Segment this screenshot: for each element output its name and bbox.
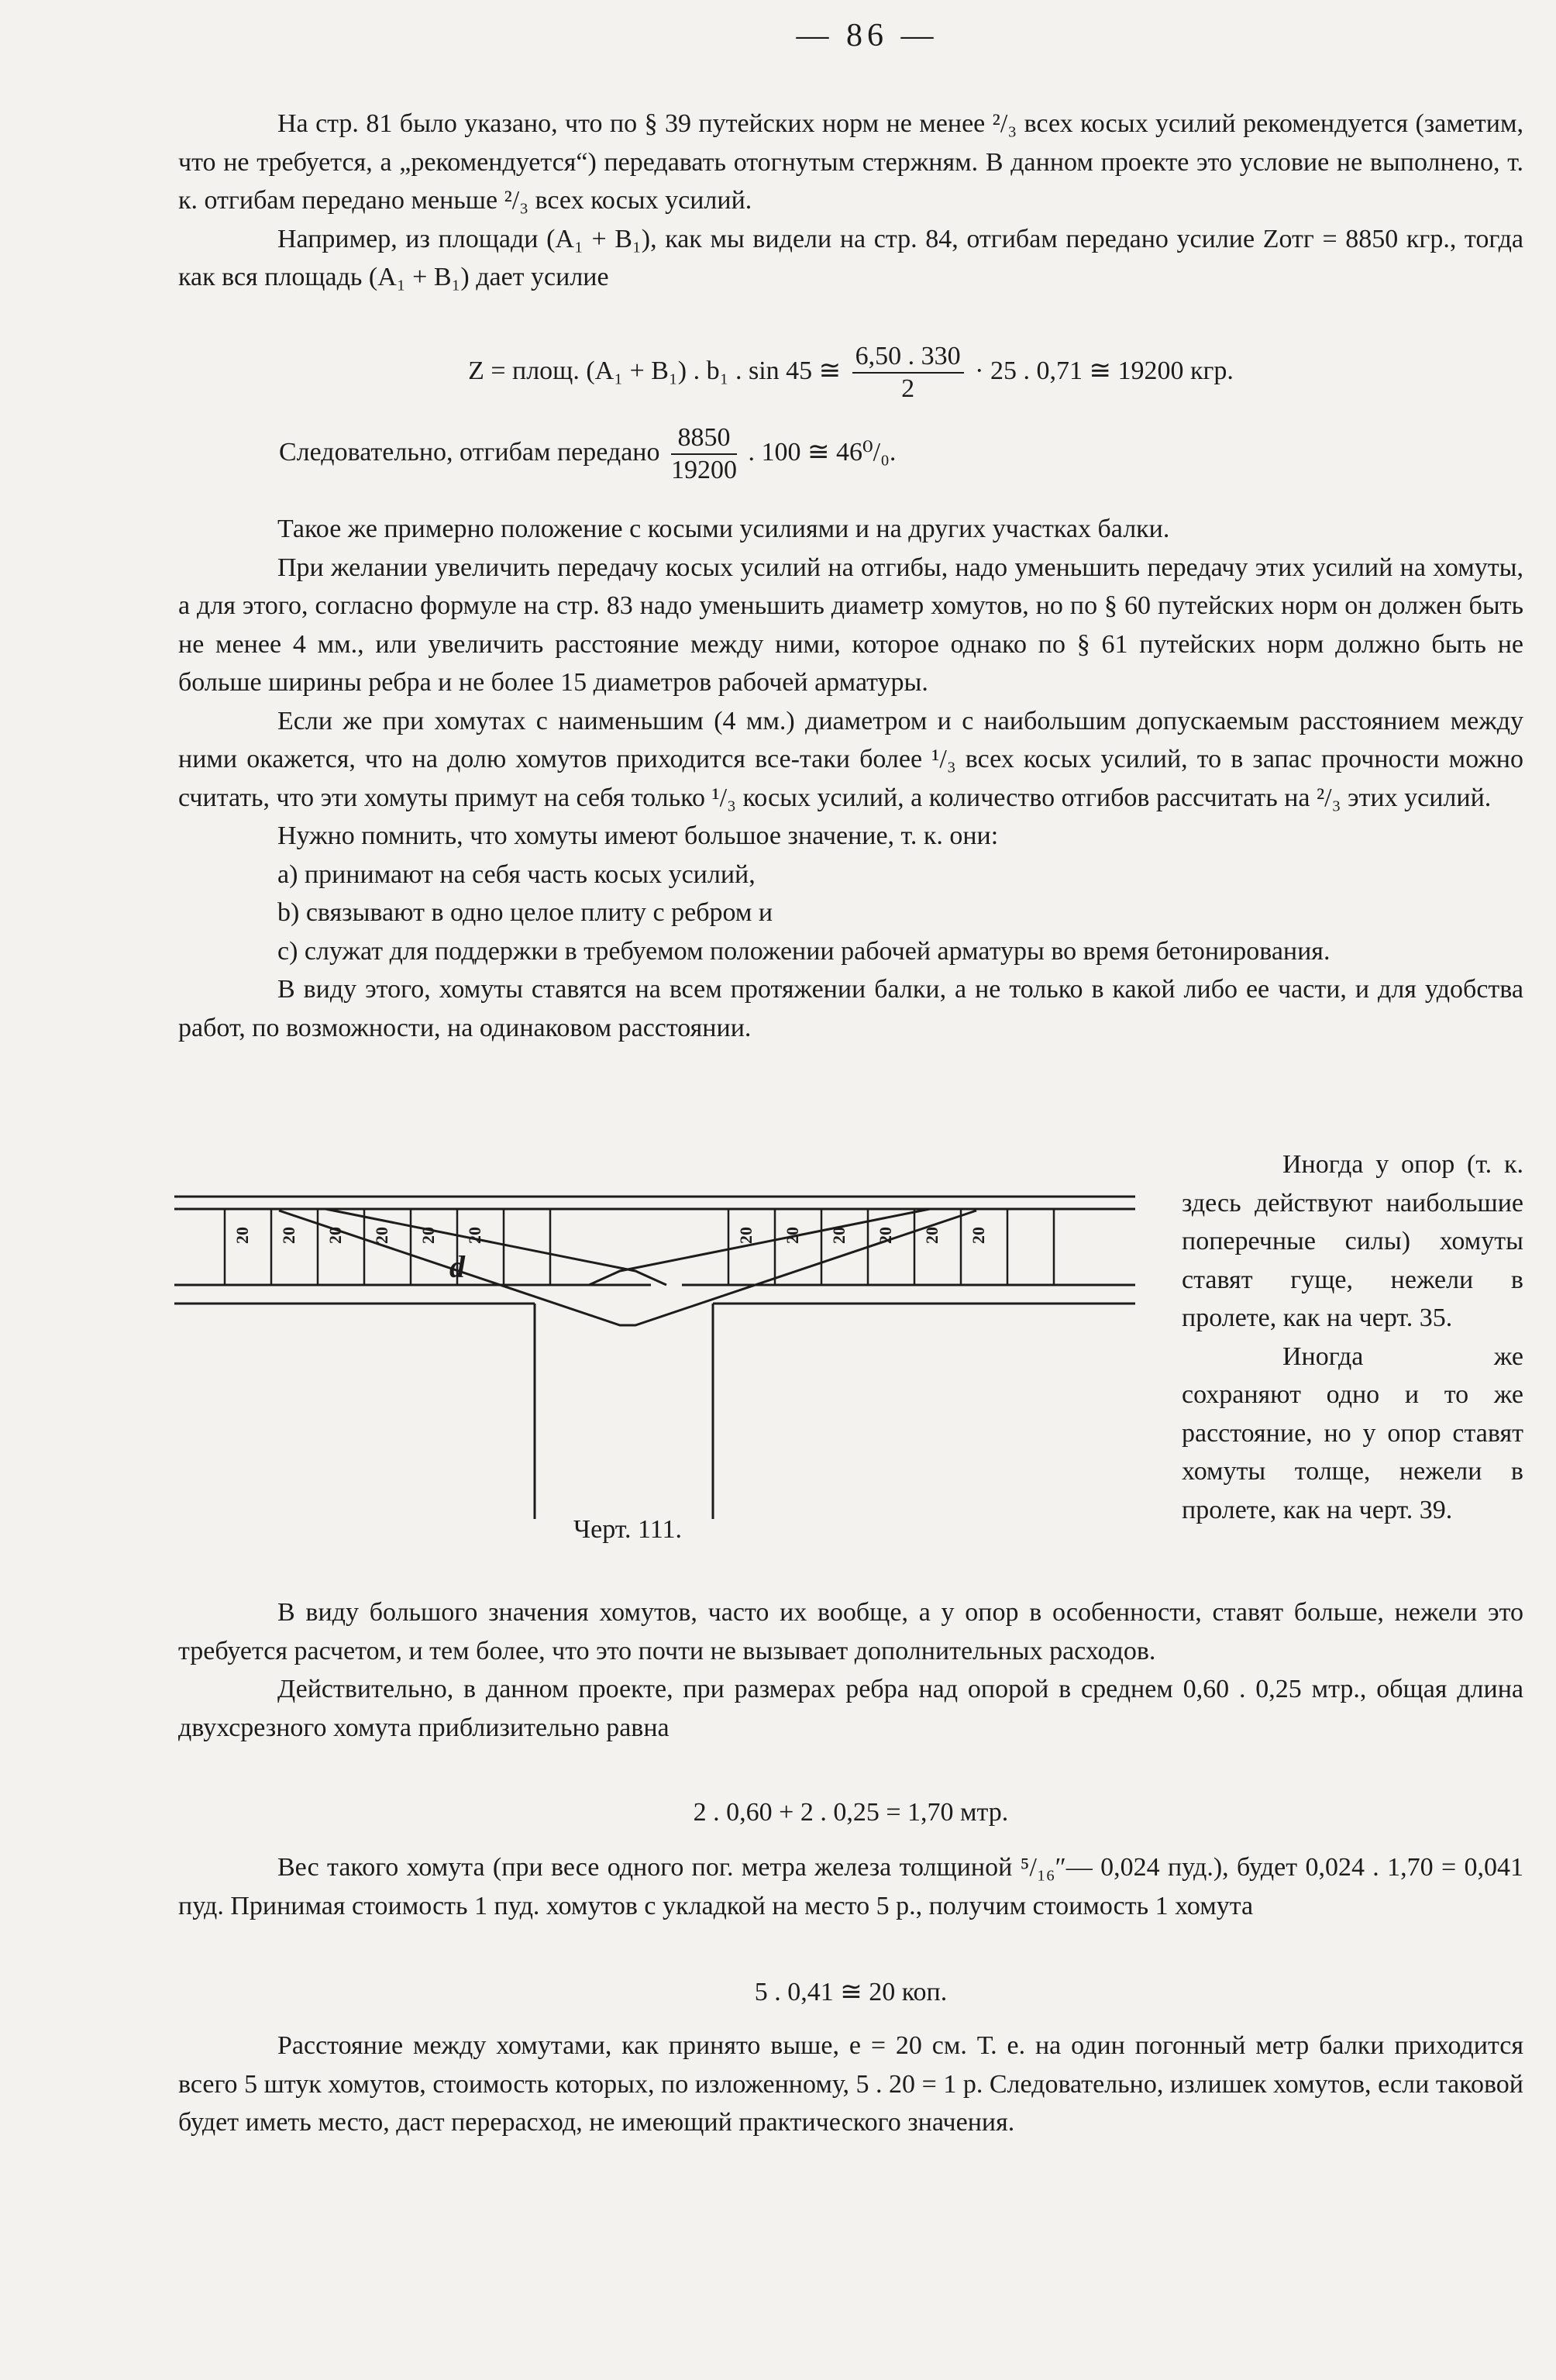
text-block-weight <box>178 1848 1523 1925</box>
paragraph-6: Нужно помнить, что хомуты имеют большое значение, т. к. они: <box>277 821 999 850</box>
text-block-bottom <box>178 2027 1523 2142</box>
text-block-middle <box>178 510 1523 1047</box>
formula-z <box>178 341 1523 405</box>
spacing-label: 20 <box>783 1227 802 1244</box>
formula-z-left: Z = площ. (A₁ + B₁) . b₁ . sin 45 ≅ <box>468 356 842 385</box>
spacing-label: 20 <box>465 1227 484 1244</box>
paragraph-1: На стр. 81 было указано, что по § 39 путейских норм не менее ²/₃ всех косых усилий рекомендуется (заметим, что не требуется, а „рекомендуется“) передавать отогнутым стержням. В данном проекте это условие не выполнено, т. к. отгибам передано меньше ²/₃ всех косых усилий. <box>178 109 1523 215</box>
formula-length: 2 . 0,60 + 2 . 0,25 = 1,70 мтр. <box>693 1798 1009 1827</box>
spacing-label: 20 <box>736 1227 756 1244</box>
paragraph-11: Расстояние между хомутами, как принято выше, e = 20 см. Т. е. на один погонный метр балки приходится всего 5 штук хомутов, стоимость которых, по изложенному, 5 . 20 = 1 р. Следовательно, излишек хомутов, если таковой будет иметь место, даст перерасход, не имеющий практического значения. <box>178 2031 1523 2137</box>
bar-label-d: d <box>449 1249 465 1284</box>
list-item-b: b) связывают в одно целое плиту с ребром и <box>277 898 773 927</box>
formula-share-fraction <box>671 422 737 486</box>
spacing-label: 20 <box>829 1227 849 1244</box>
spacing-label: 20 <box>418 1227 438 1244</box>
formula-cost: 5 . 0,41 ≅ 20 коп. <box>754 1978 948 2006</box>
text-block-top <box>178 105 1523 297</box>
spacing-label: 20 <box>325 1227 345 1244</box>
formula-share <box>279 422 896 486</box>
spacing-labels <box>232 1227 988 1244</box>
paragraph-5: Если же при хомутах с наименьшим (4 мм.) диаметром и с наибольшим допускаемым расстоянием между ними окажется, что на долю хомутов приходится все-таки более ¹/₃ всех косых усилий, то в запас прочности можно считать, что эти хомуты примут на себя только ¹/₃ косых усилий, а количество отгибов рассчитать на ²/₃ этих усилий. <box>178 706 1523 812</box>
formula-z-right: · 25 . 0,71 ≅ 19200 кгр. <box>975 356 1234 385</box>
formula-z-numerator: 6,50 . 330 <box>852 341 964 374</box>
formula-share-left: Следовательно, отгибам передано <box>279 437 660 467</box>
side-paragraph-1: Иногда у опор (т. к. здесь действуют наибольшие поперечные силы) хомуты ставят гуще, нежели в пролете, как на черт. 35. <box>1182 1150 1523 1332</box>
figure-caption: Черт. 111. <box>573 1515 683 1544</box>
spacing-label: 20 <box>372 1227 391 1244</box>
spacing-label: 20 <box>232 1227 252 1244</box>
list-item-c: c) служат для поддержки в требуемом положении рабочей арматуры во время бетонирования. <box>277 936 1331 966</box>
paragraph-10: Вес такого хомута (при весе одного пог. метра железа толщиной ⁵/₁₆″— 0,024 пуд.), будет 0,024 . 1,70 = 0,041 пуд. Принимая стоимость 1 пуд. хомутов с укладкой на место 5 р., получим стоимость 1 хомута <box>178 1853 1523 1920</box>
formula-share-denominator: 19200 <box>671 456 737 484</box>
paragraph-3: Такое же примерно положение с косыми усилиями и на других участках балки. <box>277 515 1170 543</box>
spacing-label: 20 <box>922 1227 942 1244</box>
paragraph-9: Действительно, в данном проекте, при размерах ребра над опорой в среднем 0,60 . 0,25 мтр., общая длина двухсрезного хомута приблизительно равна <box>178 1675 1523 1742</box>
side-paragraph-2: Иногда же сохраняют одно и то же расстояние, но у опор ставят хомуты толще, нежели в пролете, как на черт. 39. <box>1182 1342 1523 1524</box>
figure-side-text <box>1182 1145 1523 1529</box>
formula-share-right: . 100 ≅ 46⁰/₀. <box>748 437 897 467</box>
paragraph-8: В виду большого значения хомутов, часто их вообще, а у опор в особенности, ставят больше, нежели это требуется расчетом, и тем более, что это почти не вызывает дополнительных расходов. <box>178 1598 1523 1665</box>
formula-z-fraction <box>852 341 964 405</box>
paragraph-2: Например, из площади (A₁ + B₁), как мы видели на стр. 84, отгибам передано усилие Zотг = 8850 кгр., тогда как вся площадь (A₁ + B₁) дает усилие <box>178 224 1523 291</box>
paragraph-7: В виду этого, хомуты ставятся на всем протяжении балки, а не только в какой либо ее части, и для удобства работ, по возможности, на одинаковом расстоянии. <box>178 975 1523 1042</box>
paragraph-4: При желании увеличить передачу косых усилий на отгибы, надо уменьшить передачу этих усилий на хомуты, а для этого, согласно формуле на стр. 83 надо уменьшить диаметр хомутов, но по § 60 путейских норм он должен быть не менее 4 мм., или увеличить расстояние между ними, которое однако по § 61 путейских норм должно быть не больше ширины ребра и не более 15 диаметров рабочей арматуры. <box>178 553 1523 697</box>
spacing-label: 20 <box>279 1227 298 1244</box>
spacing-label: 20 <box>969 1227 988 1244</box>
figure-111-beam-diagram <box>170 1178 1139 1519</box>
list-item-a: a) принимают на себя часть косых усилий, <box>277 859 756 889</box>
spacing-label: 20 <box>876 1227 895 1244</box>
text-block-lower <box>178 1593 1523 1747</box>
page-number: — 86 — <box>796 18 938 53</box>
formula-share-numerator: 8850 <box>671 422 737 455</box>
formula-z-denominator: 2 <box>901 374 915 403</box>
